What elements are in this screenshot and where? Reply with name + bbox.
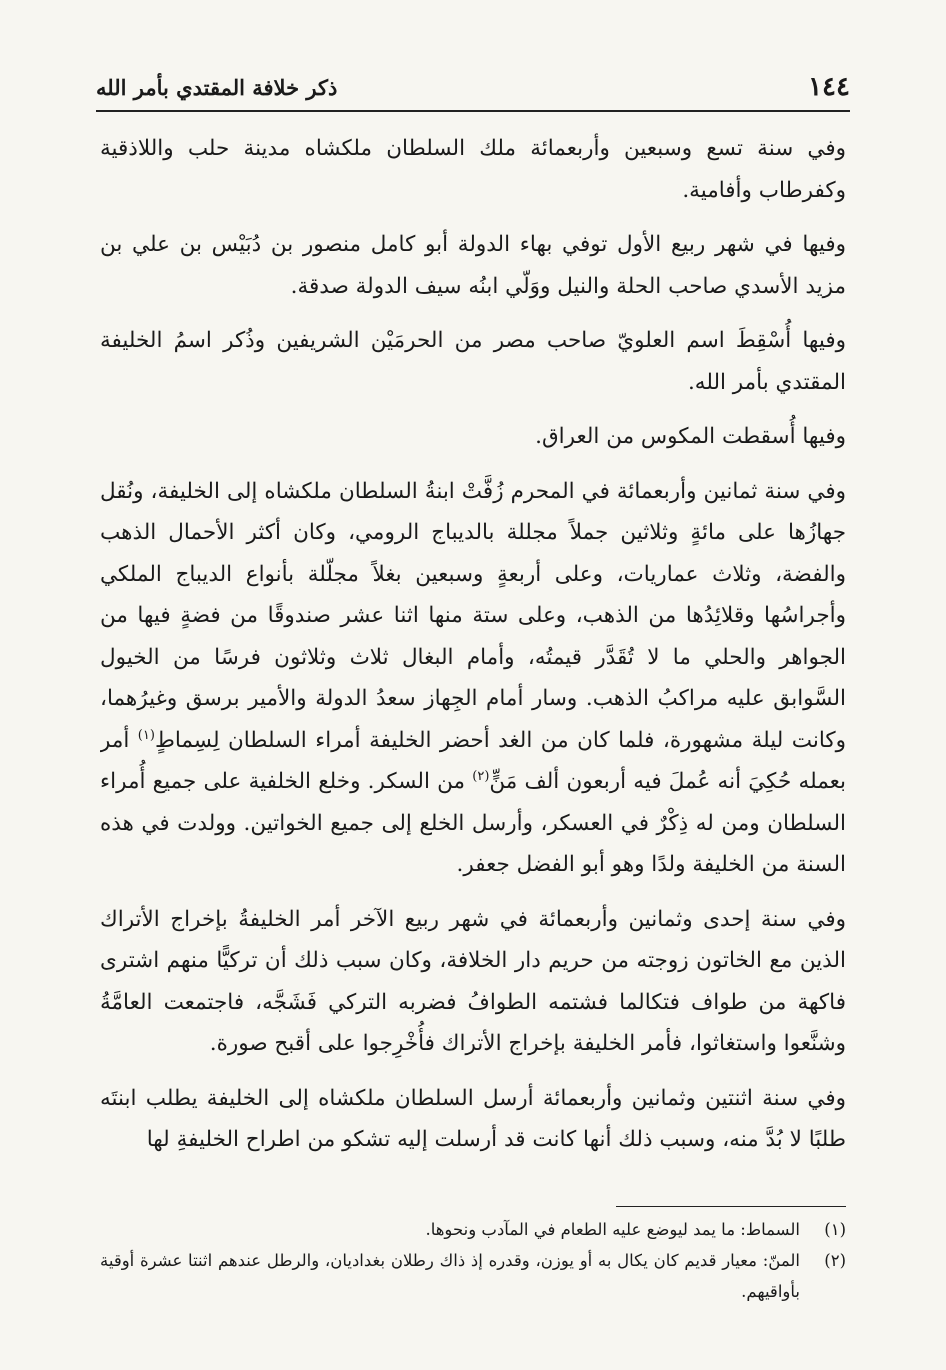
page-header <box>96 64 850 112</box>
paragraph-text-part: وفي سنة ثمانين وأربعمائة في المحرم زُفَّتْ ابنةُ السلطان ملكشاه إلى الخليفة، ونُقل جهازُها على مائةٍ وثلاثين جملاً مجللة بالديباج الرومي، وكان أكثر الأحمال الذهب والفضة، وثلاث عماريات، وعلى أربعةٍ وسبعين بغلاً مجلّلة بأنواع الديباج الملكي وأجراسُها وقلائِدُها من الذهب، وعلى ستة منها اثنا عشر صندوقًا من فضةٍ فيها من الجواهر والحلي ما لا تُقَدَّر قيمتُه، وأمام البغال ثلاث وثلاثون فرسًا من الخيول السَّوابق عليه مراكبُ الذهب. وسار أمام الجِهاز سعدُ الدولة والأمير برسق وغيرُهما، وكانت ليلة مشهورة، فلما كان من الغد أحضر الخليفة أمراء السلطان لِسِماطٍ <box>100 478 846 753</box>
footnote-text: المنّ: معيار قديم كان يكال به أو يوزن، وقدره إذ ذاك رطلان بغداديان، والرطل عندهم اثنتا عشرة أوقية بأواقيهم. <box>100 1251 800 1301</box>
paragraph-year-481: وفي سنة إحدى وثمانين وأربعمائة في شهر ربيع الآخر أمر الخليفةُ بإخراج الأتراك الذين مع الخاتون زوجته من حريم دار الخلافة، وكان سبب ذلك أن تركيًّا منهم اشترى فاكهة من طواف فتكالما فشتمه الطوافُ فضربه التركي فَشَجَّه، فاجتمعت العامَّةُ وشنَّعوا واستغاثوا، فأمر الخليفة بإخراج الأتراك فأُخْرِجوا على أقبح صورة. <box>100 906 846 1056</box>
paragraph-year-480-wedding <box>100 471 846 886</box>
running-title: ذكر خلافة المقتدي بأمر الله <box>96 74 338 100</box>
paragraph-year-482: وفي سنة اثنتين وثمانين وأربعمائة أرسل السلطان ملكشاه إلى الخليفة يطلب ابنتَه طلبًا لا بُدَّ منه، وسبب ذلك أنها كانت قد أرسلت إليه تشكو من اطراح الخليفةِ لها <box>100 1085 846 1152</box>
paragraph-year-479: وفي سنة تسع وسبعين وأربعمائة ملك السلطان ملكشاه مدينة حلب واللاذقية وكفرطاب وأفامية. <box>100 136 846 203</box>
footnote-2 <box>100 1245 846 1307</box>
footnotes <box>100 1214 846 1324</box>
footnote-ref-2[interactable]: (٢) <box>472 768 490 784</box>
footnote-number: (١) <box>824 1220 846 1239</box>
paragraph-text-part: أمر بعمله حُكِيَ أنه عُملَ فيه أربعون ألف مَنٍّ <box>100 727 846 794</box>
page-number: ١٤٤ <box>808 72 850 102</box>
paragraph-taxes-removed: وفيها أُسقطت المكوس من العراق. <box>535 424 846 449</box>
footnote-text: السماط: ما يمد ليوضع عليه الطعام في المآدب ونحوها. <box>425 1220 800 1239</box>
paragraph-death-baha-al-dawla: وفيها في شهر ربيع الأول توفي بهاء الدولة أبو كامل منصور بن دُبَيْس بن علي بن مزيد الأسدي صاحب الحلة والنيل ووَلّي ابنُه سيف الدولة صدقة. <box>100 232 846 299</box>
paragraph-khutba-change: وفيها أُسْقِطَ اسم العلويّ صاحب مصر من الحرمَيْن الشريفين وذُكر اسمُ الخليفة المقتدي بأمر الله. <box>100 328 846 395</box>
footnote-1 <box>100 1214 846 1245</box>
footnote-separator <box>616 1206 846 1207</box>
main-text <box>100 128 846 1178</box>
footnote-number: (٢) <box>824 1251 846 1270</box>
footnote-ref-1[interactable]: (١) <box>137 727 155 743</box>
paragraph-text-part: من السكر. وخلع الخلفية على جميع أُمراء السلطان ومن له ذِكْرٌ في العسكر، وأرسل الخلع إلى جميع الخواتين. وولدت في هذه السنة من الخليفة ولدًا وهو أبو الفضل جعفر. <box>100 769 846 877</box>
